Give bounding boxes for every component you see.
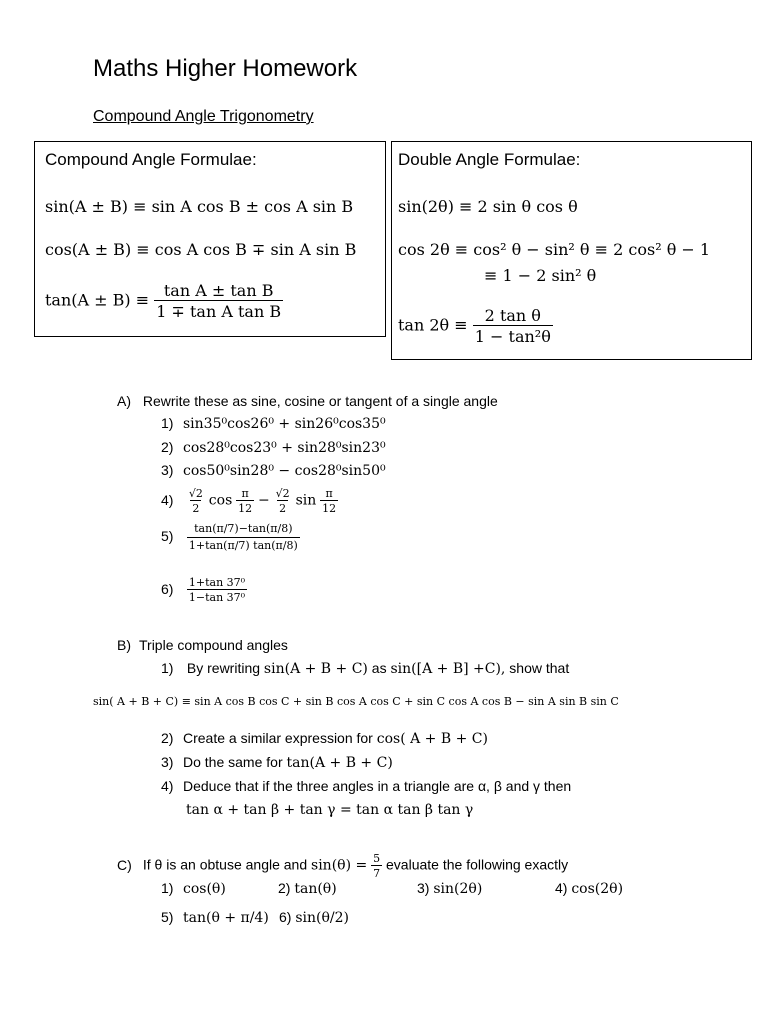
q3-text: Do the same for bbox=[183, 754, 283, 770]
q-expression: tan(θ + π/4) bbox=[183, 910, 269, 926]
q-expression: cos(θ) bbox=[183, 881, 226, 897]
double-tan-lhs: tan 2θ ≡ bbox=[398, 315, 468, 335]
compound-tan-numerator: tan A ± tan B bbox=[163, 281, 274, 300]
compound-sin-formula: sin(A ± B) ≡ sin A cos B ± cos A sin B bbox=[45, 197, 354, 216]
section-a-heading bbox=[117, 393, 498, 409]
q-label: 4) bbox=[161, 778, 174, 794]
section-a-text: Rewrite these as sine, cosine or tangent of a single angle bbox=[142, 393, 498, 409]
compound-heading: Compound Angle Formulae: bbox=[45, 150, 257, 169]
frac-den: 1+tan(π/7) tan(π/8) bbox=[188, 539, 298, 552]
frac-num: tan(π/7)−tan(π/8) bbox=[194, 522, 293, 535]
compound-tan-formula bbox=[45, 281, 283, 321]
frac-den: 1−tan 37⁰ bbox=[188, 591, 246, 604]
section-c-text-1: If θ is an obtuse angle and bbox=[142, 856, 308, 873]
q-expression: sin(2θ) bbox=[433, 881, 483, 897]
q1-text-3: show that bbox=[509, 660, 570, 676]
double-tan-formula bbox=[398, 306, 553, 346]
q4-minus: − bbox=[258, 492, 270, 509]
section-b-q1 bbox=[161, 660, 569, 677]
q1-math-2: sin([A + B] +C), bbox=[390, 661, 506, 677]
q-label: 6) bbox=[161, 580, 174, 597]
compound-tan-lhs: tan(A ± B) ≡ bbox=[45, 290, 150, 310]
section-a-q5 bbox=[161, 522, 300, 552]
section-c-p2 bbox=[278, 880, 337, 897]
frac-num: √2 bbox=[275, 487, 290, 500]
frac-den: 2 bbox=[279, 502, 287, 515]
q-label: 5) bbox=[161, 527, 174, 544]
double-formulae-box bbox=[391, 141, 752, 360]
q-label: 5) bbox=[161, 909, 174, 925]
q-label: 4) bbox=[161, 491, 174, 508]
q-label: 6) bbox=[279, 909, 292, 925]
q4-pi12-frac-1 bbox=[236, 487, 254, 515]
section-c-heading bbox=[117, 852, 568, 880]
q-expression: cos28⁰cos23⁰ + sin28⁰sin23⁰ bbox=[183, 440, 386, 456]
q4-text: Deduce that if the three angles in a triangle are α, β and γ then bbox=[183, 778, 572, 794]
double-tan-fraction bbox=[473, 306, 553, 346]
section-c-fraction bbox=[371, 852, 382, 880]
section-c-math: sin(θ) = bbox=[311, 857, 368, 874]
q-label: 2) bbox=[161, 730, 174, 746]
q3-math: tan(A + B + C) bbox=[286, 755, 393, 771]
q2-text: Create a similar expression for bbox=[183, 730, 373, 746]
double-tan-numerator: 2 tan θ bbox=[484, 306, 541, 325]
q-expression: cos(2θ) bbox=[571, 881, 624, 897]
q2-math: cos( A + B + C) bbox=[376, 731, 488, 747]
q4-sin: sin bbox=[295, 492, 317, 509]
q-label: 3) bbox=[417, 880, 430, 896]
section-b-identity: sin( A + B + C) ≡ sin A cos B cos C + sin B cos A cos C + sin C cos A cos B − sin A sin B sin C bbox=[93, 695, 619, 708]
section-b-q3 bbox=[161, 754, 393, 771]
q-label: 2) bbox=[161, 439, 174, 455]
section-b-q2 bbox=[161, 730, 488, 747]
compound-cos-formula: cos(A ± B) ≡ cos A cos B ∓ sin A sin B bbox=[45, 240, 357, 259]
section-a-label: A) bbox=[117, 393, 131, 409]
page-title: Maths Higher Homework bbox=[93, 55, 358, 82]
frac-den: 12 bbox=[238, 502, 253, 515]
frac-num: π bbox=[325, 487, 333, 500]
section-c-p3 bbox=[417, 880, 482, 897]
section-a-q4 bbox=[161, 487, 338, 515]
section-b-q4-identity: tan α + tan β + tan γ = tan α tan β tan γ bbox=[186, 802, 474, 818]
q-label: 4) bbox=[555, 880, 568, 896]
section-c-p5 bbox=[161, 909, 269, 926]
section-a-q6 bbox=[161, 576, 247, 604]
q4-root2-frac-1 bbox=[187, 487, 205, 515]
frac-den: 2 bbox=[192, 502, 200, 515]
double-cos-formula-1: cos 2θ ≡ cos² θ − sin² θ ≡ 2 cos² θ − 1 bbox=[398, 240, 711, 259]
frac-num: π bbox=[241, 487, 249, 500]
compound-tan-fraction bbox=[154, 281, 283, 321]
q-expression: tan(θ) bbox=[294, 881, 337, 897]
section-a-q1 bbox=[161, 415, 386, 432]
section-c-p4 bbox=[555, 880, 623, 897]
section-a-q2 bbox=[161, 439, 386, 456]
section-c-label: C) bbox=[117, 856, 132, 873]
double-sin-formula: sin(2θ) ≡ 2 sin θ cos θ bbox=[398, 197, 578, 216]
q1-math-1: sin(A + B + C) bbox=[263, 661, 368, 677]
q-label: 3) bbox=[161, 754, 174, 770]
section-b-heading bbox=[117, 637, 288, 653]
compound-formulae-box bbox=[34, 141, 386, 337]
double-cos-formula-2: ≡ 1 − 2 sin² θ bbox=[484, 266, 597, 285]
section-c-p6 bbox=[279, 909, 349, 926]
section-c-p1 bbox=[161, 880, 226, 897]
section-b-text: Triple compound angles bbox=[139, 637, 288, 653]
q4-cos: cos bbox=[208, 492, 233, 509]
q-expression: sin35⁰cos26⁰ + sin26⁰cos35⁰ bbox=[183, 416, 386, 432]
q1-text-1: By rewriting bbox=[186, 660, 261, 676]
q-expression: cos50⁰sin28⁰ − cos28⁰sin50⁰ bbox=[183, 463, 386, 479]
q1-text-2: as bbox=[371, 660, 387, 676]
frac-num: 1+tan 37⁰ bbox=[188, 576, 246, 589]
double-tan-denominator: 1 − tan²θ bbox=[474, 327, 551, 346]
double-heading: Double Angle Formulae: bbox=[398, 150, 581, 169]
q-expression: sin(θ/2) bbox=[295, 910, 349, 926]
compound-tan-denominator: 1 ∓ tan A tan B bbox=[156, 302, 282, 321]
q-label: 3) bbox=[161, 462, 174, 478]
q4-root2-frac-2 bbox=[274, 487, 292, 515]
frac-den: 7 bbox=[373, 867, 381, 880]
q4-pi12-frac-2 bbox=[320, 487, 338, 515]
page-subtitle: Compound Angle Trigonometry bbox=[93, 108, 314, 125]
q-label: 1) bbox=[161, 415, 174, 431]
section-b-q4 bbox=[161, 778, 571, 794]
q5-fraction bbox=[187, 522, 300, 552]
q6-fraction bbox=[187, 576, 247, 604]
q-label: 2) bbox=[278, 880, 291, 896]
frac-num: 5 bbox=[373, 852, 381, 865]
frac-den: 12 bbox=[322, 502, 337, 515]
frac-num: √2 bbox=[188, 487, 203, 500]
section-a-q3 bbox=[161, 462, 386, 479]
q-label: 1) bbox=[161, 660, 174, 676]
section-c-text-2: evaluate the following exactly bbox=[386, 856, 569, 873]
section-b-label: B) bbox=[117, 637, 131, 653]
q-label: 1) bbox=[161, 880, 174, 896]
